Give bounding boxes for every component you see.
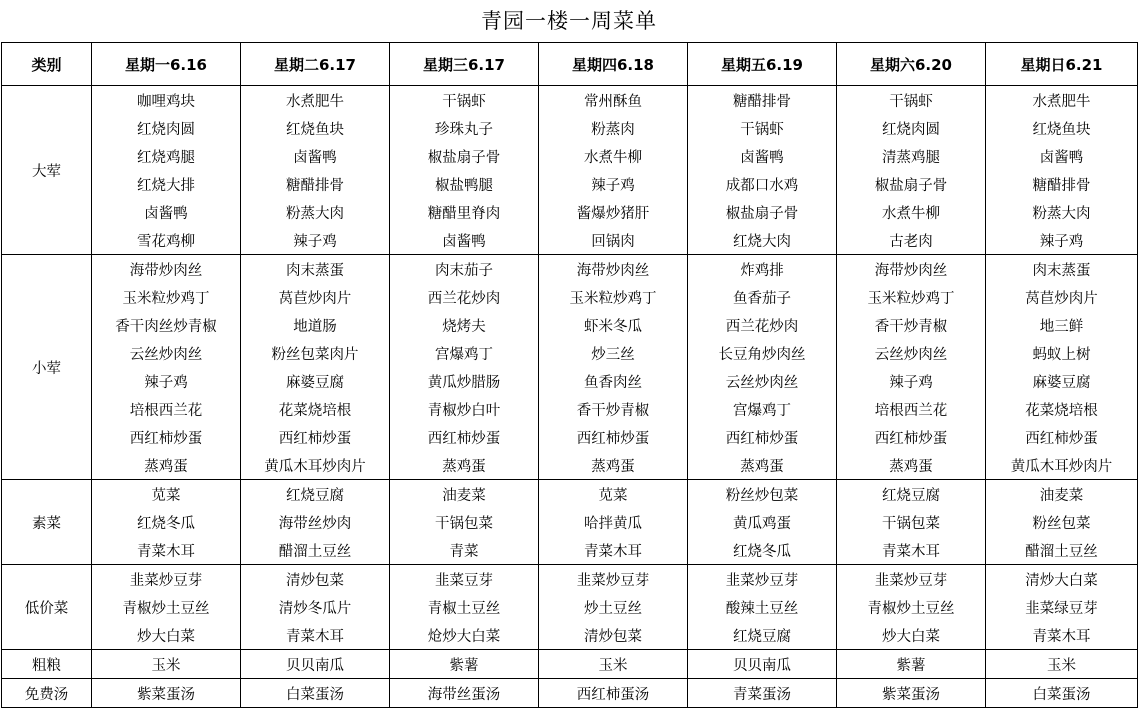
dish-cell: 椒盐扇子骨: [837, 170, 986, 198]
dish-cell: 粉蒸大肉: [986, 198, 1138, 226]
dish-cell: 水煮肥牛: [241, 86, 390, 115]
menu-row: [2, 679, 1138, 708]
dish-cell: 成都口水鸡: [688, 170, 837, 198]
dish-cell: 西红柿炒蛋: [92, 423, 241, 451]
dish-cell: 红烧肉圆: [92, 114, 241, 142]
dish-cell: 韭菜绿豆芽: [986, 593, 1138, 621]
dish-cell: 青菜木耳: [241, 621, 390, 650]
dish-cell: 糖醋排骨: [986, 170, 1138, 198]
dish-cell: 蚂蚁上树: [986, 339, 1138, 367]
dish-cell: 干锅虾: [837, 86, 986, 115]
dish-cell: 糖醋排骨: [241, 170, 390, 198]
dish-cell: 水煮牛柳: [539, 142, 688, 170]
dish-cell: 鱼香肉丝: [539, 367, 688, 395]
category-cell: 小荤: [2, 255, 92, 480]
dish-cell: 粉丝炒包菜: [688, 480, 837, 509]
dish-cell: 红烧鱼块: [986, 114, 1138, 142]
dish-cell: 紫薯: [837, 650, 986, 679]
dish-cell: 长豆角炒肉丝: [688, 339, 837, 367]
dish-cell: 辣子鸡: [241, 226, 390, 255]
dish-cell: 清炒包菜: [539, 621, 688, 650]
dish-cell: 玉米粒炒鸡丁: [92, 283, 241, 311]
dish-cell: 白菜蛋汤: [986, 679, 1138, 708]
dish-cell: 糖醋排骨: [688, 86, 837, 115]
dish-cell: 玉米: [539, 650, 688, 679]
dish-cell: 花菜烧培根: [986, 395, 1138, 423]
dish-cell: 麻婆豆腐: [241, 367, 390, 395]
dish-cell: 清炒大白菜: [986, 565, 1138, 594]
dish-cell: 清蒸鸡腿: [837, 142, 986, 170]
dish-cell: 椒盐扇子骨: [688, 198, 837, 226]
menu-row: [2, 565, 1138, 594]
dish-cell: 麻婆豆腐: [986, 367, 1138, 395]
dish-cell: 干锅虾: [688, 114, 837, 142]
dish-cell: 紫菜蛋汤: [837, 679, 986, 708]
dish-cell: 云丝炒肉丝: [837, 339, 986, 367]
dish-cell: 莴苣炒肉片: [986, 283, 1138, 311]
header-day: 星期二6.17: [241, 43, 390, 86]
dish-cell: 炒三丝: [539, 339, 688, 367]
dish-cell: 海带丝炒肉: [241, 508, 390, 536]
dish-cell: 辣子鸡: [92, 367, 241, 395]
dish-cell: 炒大白菜: [92, 621, 241, 650]
dish-cell: 紫薯: [390, 650, 539, 679]
menu-row: [2, 198, 1138, 226]
dish-cell: 咖哩鸡块: [92, 86, 241, 115]
dish-cell: 常州酥鱼: [539, 86, 688, 115]
dish-cell: 红烧豆腐: [837, 480, 986, 509]
category-cell: 低价菜: [2, 565, 92, 650]
dish-cell: 贝贝南瓜: [241, 650, 390, 679]
dish-cell: 回锅肉: [539, 226, 688, 255]
dish-cell: 红烧豆腐: [241, 480, 390, 509]
dish-cell: 辣子鸡: [837, 367, 986, 395]
dish-cell: 椒盐扇子骨: [390, 142, 539, 170]
dish-cell: 卤酱鸭: [688, 142, 837, 170]
dish-cell: 青菜蛋汤: [688, 679, 837, 708]
dish-cell: 烧烤夫: [390, 311, 539, 339]
dish-cell: 肉末茄子: [390, 255, 539, 284]
dish-cell: 红烧大肉: [688, 226, 837, 255]
dish-cell: 韭菜炒豆芽: [837, 565, 986, 594]
dish-cell: 干锅包菜: [837, 508, 986, 536]
header-day: 星期三6.17: [390, 43, 539, 86]
dish-cell: 红烧大排: [92, 170, 241, 198]
dish-cell: 苋菜: [539, 480, 688, 509]
dish-cell: 韭菜炒豆芽: [92, 565, 241, 594]
category-cell: 免费汤: [2, 679, 92, 708]
dish-cell: 紫菜蛋汤: [92, 679, 241, 708]
dish-cell: 肉末蒸蛋: [986, 255, 1138, 284]
dish-cell: 蒸鸡蛋: [539, 451, 688, 480]
menu-row: [2, 367, 1138, 395]
menu-row: [2, 114, 1138, 142]
dish-cell: 青椒炒白叶: [390, 395, 539, 423]
dish-cell: 卤酱鸭: [390, 226, 539, 255]
menu-row: [2, 508, 1138, 536]
dish-cell: 莴苣炒肉片: [241, 283, 390, 311]
dish-cell: 西红柿炒蛋: [539, 423, 688, 451]
menu-row: [2, 423, 1138, 451]
dish-cell: 炒土豆丝: [539, 593, 688, 621]
dish-cell: 辣子鸡: [986, 226, 1138, 255]
dish-cell: 红烧豆腐: [688, 621, 837, 650]
dish-cell: 青椒土豆丝: [390, 593, 539, 621]
dish-cell: 哈拌黄瓜: [539, 508, 688, 536]
dish-cell: 韭菜豆芽: [390, 565, 539, 594]
header-row: [2, 43, 1138, 86]
dish-cell: 宫爆鸡丁: [688, 395, 837, 423]
dish-cell: 贝贝南瓜: [688, 650, 837, 679]
dish-cell: 玉米粒炒鸡丁: [837, 283, 986, 311]
header-category: 类别: [2, 43, 92, 86]
dish-cell: 椒盐鸭腿: [390, 170, 539, 198]
category-cell: 素菜: [2, 480, 92, 565]
dish-cell: 红烧鱼块: [241, 114, 390, 142]
dish-cell: 粉蒸大肉: [241, 198, 390, 226]
dish-cell: 苋菜: [92, 480, 241, 509]
dish-cell: 青菜木耳: [92, 536, 241, 565]
menu-row: [2, 536, 1138, 565]
dish-cell: 卤酱鸭: [241, 142, 390, 170]
dish-cell: 红烧冬瓜: [688, 536, 837, 565]
dish-cell: 玉米: [92, 650, 241, 679]
dish-cell: 培根西兰花: [92, 395, 241, 423]
dish-cell: 海带丝蛋汤: [390, 679, 539, 708]
menu-row: [2, 593, 1138, 621]
dish-cell: 油麦菜: [390, 480, 539, 509]
dish-cell: 炝炒大白菜: [390, 621, 539, 650]
dish-cell: 虾米冬瓜: [539, 311, 688, 339]
dish-cell: 卤酱鸭: [986, 142, 1138, 170]
dish-cell: 古老肉: [837, 226, 986, 255]
dish-cell: 醋溜土豆丝: [986, 536, 1138, 565]
dish-cell: 玉米: [986, 650, 1138, 679]
header-day: 星期四6.18: [539, 43, 688, 86]
dish-cell: 西红柿蛋汤: [539, 679, 688, 708]
dish-cell: 清炒冬瓜片: [241, 593, 390, 621]
menu-row: [2, 339, 1138, 367]
category-cell: 粗粮: [2, 650, 92, 679]
dish-cell: 培根西兰花: [837, 395, 986, 423]
dish-cell: 香干炒青椒: [539, 395, 688, 423]
dish-cell: 白菜蛋汤: [241, 679, 390, 708]
dish-cell: 粉蒸肉: [539, 114, 688, 142]
dish-cell: 西兰花炒肉: [688, 311, 837, 339]
dish-cell: 粉丝包菜肉片: [241, 339, 390, 367]
category-cell: 大荤: [2, 86, 92, 255]
dish-cell: 花菜烧培根: [241, 395, 390, 423]
dish-cell: 雪花鸡柳: [92, 226, 241, 255]
menu-row: [2, 226, 1138, 255]
menu-row: [2, 480, 1138, 509]
dish-cell: 蒸鸡蛋: [688, 451, 837, 480]
dish-cell: 蒸鸡蛋: [837, 451, 986, 480]
dish-cell: 青菜木耳: [539, 536, 688, 565]
dish-cell: 地三鲜: [986, 311, 1138, 339]
dish-cell: 炸鸡排: [688, 255, 837, 284]
dish-cell: 红烧鸡腿: [92, 142, 241, 170]
dish-cell: 西红柿炒蛋: [986, 423, 1138, 451]
dish-cell: 鱼香茄子: [688, 283, 837, 311]
dish-cell: 酱爆炒猪肝: [539, 198, 688, 226]
dish-cell: 红烧冬瓜: [92, 508, 241, 536]
menu-title: 青园一楼一周菜单: [481, 9, 657, 33]
dish-cell: 宫爆鸡丁: [390, 339, 539, 367]
dish-cell: 肉末蒸蛋: [241, 255, 390, 284]
dish-cell: 红烧肉圆: [837, 114, 986, 142]
dish-cell: 云丝炒肉丝: [688, 367, 837, 395]
dish-cell: 海带炒肉丝: [539, 255, 688, 284]
dish-cell: 蒸鸡蛋: [92, 451, 241, 480]
menu-row: [2, 650, 1138, 679]
dish-cell: 西红柿炒蛋: [837, 423, 986, 451]
dish-cell: 醋溜土豆丝: [241, 536, 390, 565]
menu-body: [2, 86, 1138, 708]
dish-cell: 青椒炒土豆丝: [92, 593, 241, 621]
dish-cell: 黄瓜木耳炒肉片: [241, 451, 390, 480]
dish-cell: 干锅虾: [390, 86, 539, 115]
dish-cell: 清炒包菜: [241, 565, 390, 594]
dish-cell: 炒大白菜: [837, 621, 986, 650]
dish-cell: 西兰花炒肉: [390, 283, 539, 311]
dish-cell: 香干肉丝炒青椒: [92, 311, 241, 339]
dish-cell: 卤酱鸭: [92, 198, 241, 226]
menu-row: [2, 621, 1138, 650]
dish-cell: 海带炒肉丝: [92, 255, 241, 284]
dish-cell: 黄瓜鸡蛋: [688, 508, 837, 536]
dish-cell: 玉米粒炒鸡丁: [539, 283, 688, 311]
menu-row: [2, 86, 1138, 115]
dish-cell: 水煮肥牛: [986, 86, 1138, 115]
dish-cell: 香干炒青椒: [837, 311, 986, 339]
dish-cell: 青菜木耳: [837, 536, 986, 565]
header-day: 星期日6.21: [986, 43, 1138, 86]
dish-cell: 黄瓜木耳炒肉片: [986, 451, 1138, 480]
menu-row: [2, 170, 1138, 198]
dish-cell: 海带炒肉丝: [837, 255, 986, 284]
weekly-menu-table: [1, 42, 1138, 708]
menu-row: [2, 451, 1138, 480]
dish-cell: 黄瓜炒腊肠: [390, 367, 539, 395]
dish-cell: 珍珠丸子: [390, 114, 539, 142]
menu-row: [2, 142, 1138, 170]
dish-cell: 青菜木耳: [986, 621, 1138, 650]
dish-cell: 水煮牛柳: [837, 198, 986, 226]
header-day: 星期五6.19: [688, 43, 837, 86]
dish-cell: 糖醋里脊肉: [390, 198, 539, 226]
dish-cell: 青菜: [390, 536, 539, 565]
menu-row: [2, 255, 1138, 284]
dish-cell: 干锅包菜: [390, 508, 539, 536]
menu-row: [2, 283, 1138, 311]
dish-cell: 西红柿炒蛋: [688, 423, 837, 451]
dish-cell: 油麦菜: [986, 480, 1138, 509]
dish-cell: 韭菜炒豆芽: [688, 565, 837, 594]
dish-cell: 辣子鸡: [539, 170, 688, 198]
dish-cell: 西红柿炒蛋: [241, 423, 390, 451]
dish-cell: 韭菜炒豆芽: [539, 565, 688, 594]
dish-cell: 蒸鸡蛋: [390, 451, 539, 480]
dish-cell: 酸辣土豆丝: [688, 593, 837, 621]
menu-row: [2, 395, 1138, 423]
menu-row: [2, 311, 1138, 339]
dish-cell: 青椒炒土豆丝: [837, 593, 986, 621]
dish-cell: 粉丝包菜: [986, 508, 1138, 536]
dish-cell: 云丝炒肉丝: [92, 339, 241, 367]
header-day: 星期六6.20: [837, 43, 986, 86]
dish-cell: 地道肠: [241, 311, 390, 339]
dish-cell: 西红柿炒蛋: [390, 423, 539, 451]
header-day: 星期一6.16: [92, 43, 241, 86]
